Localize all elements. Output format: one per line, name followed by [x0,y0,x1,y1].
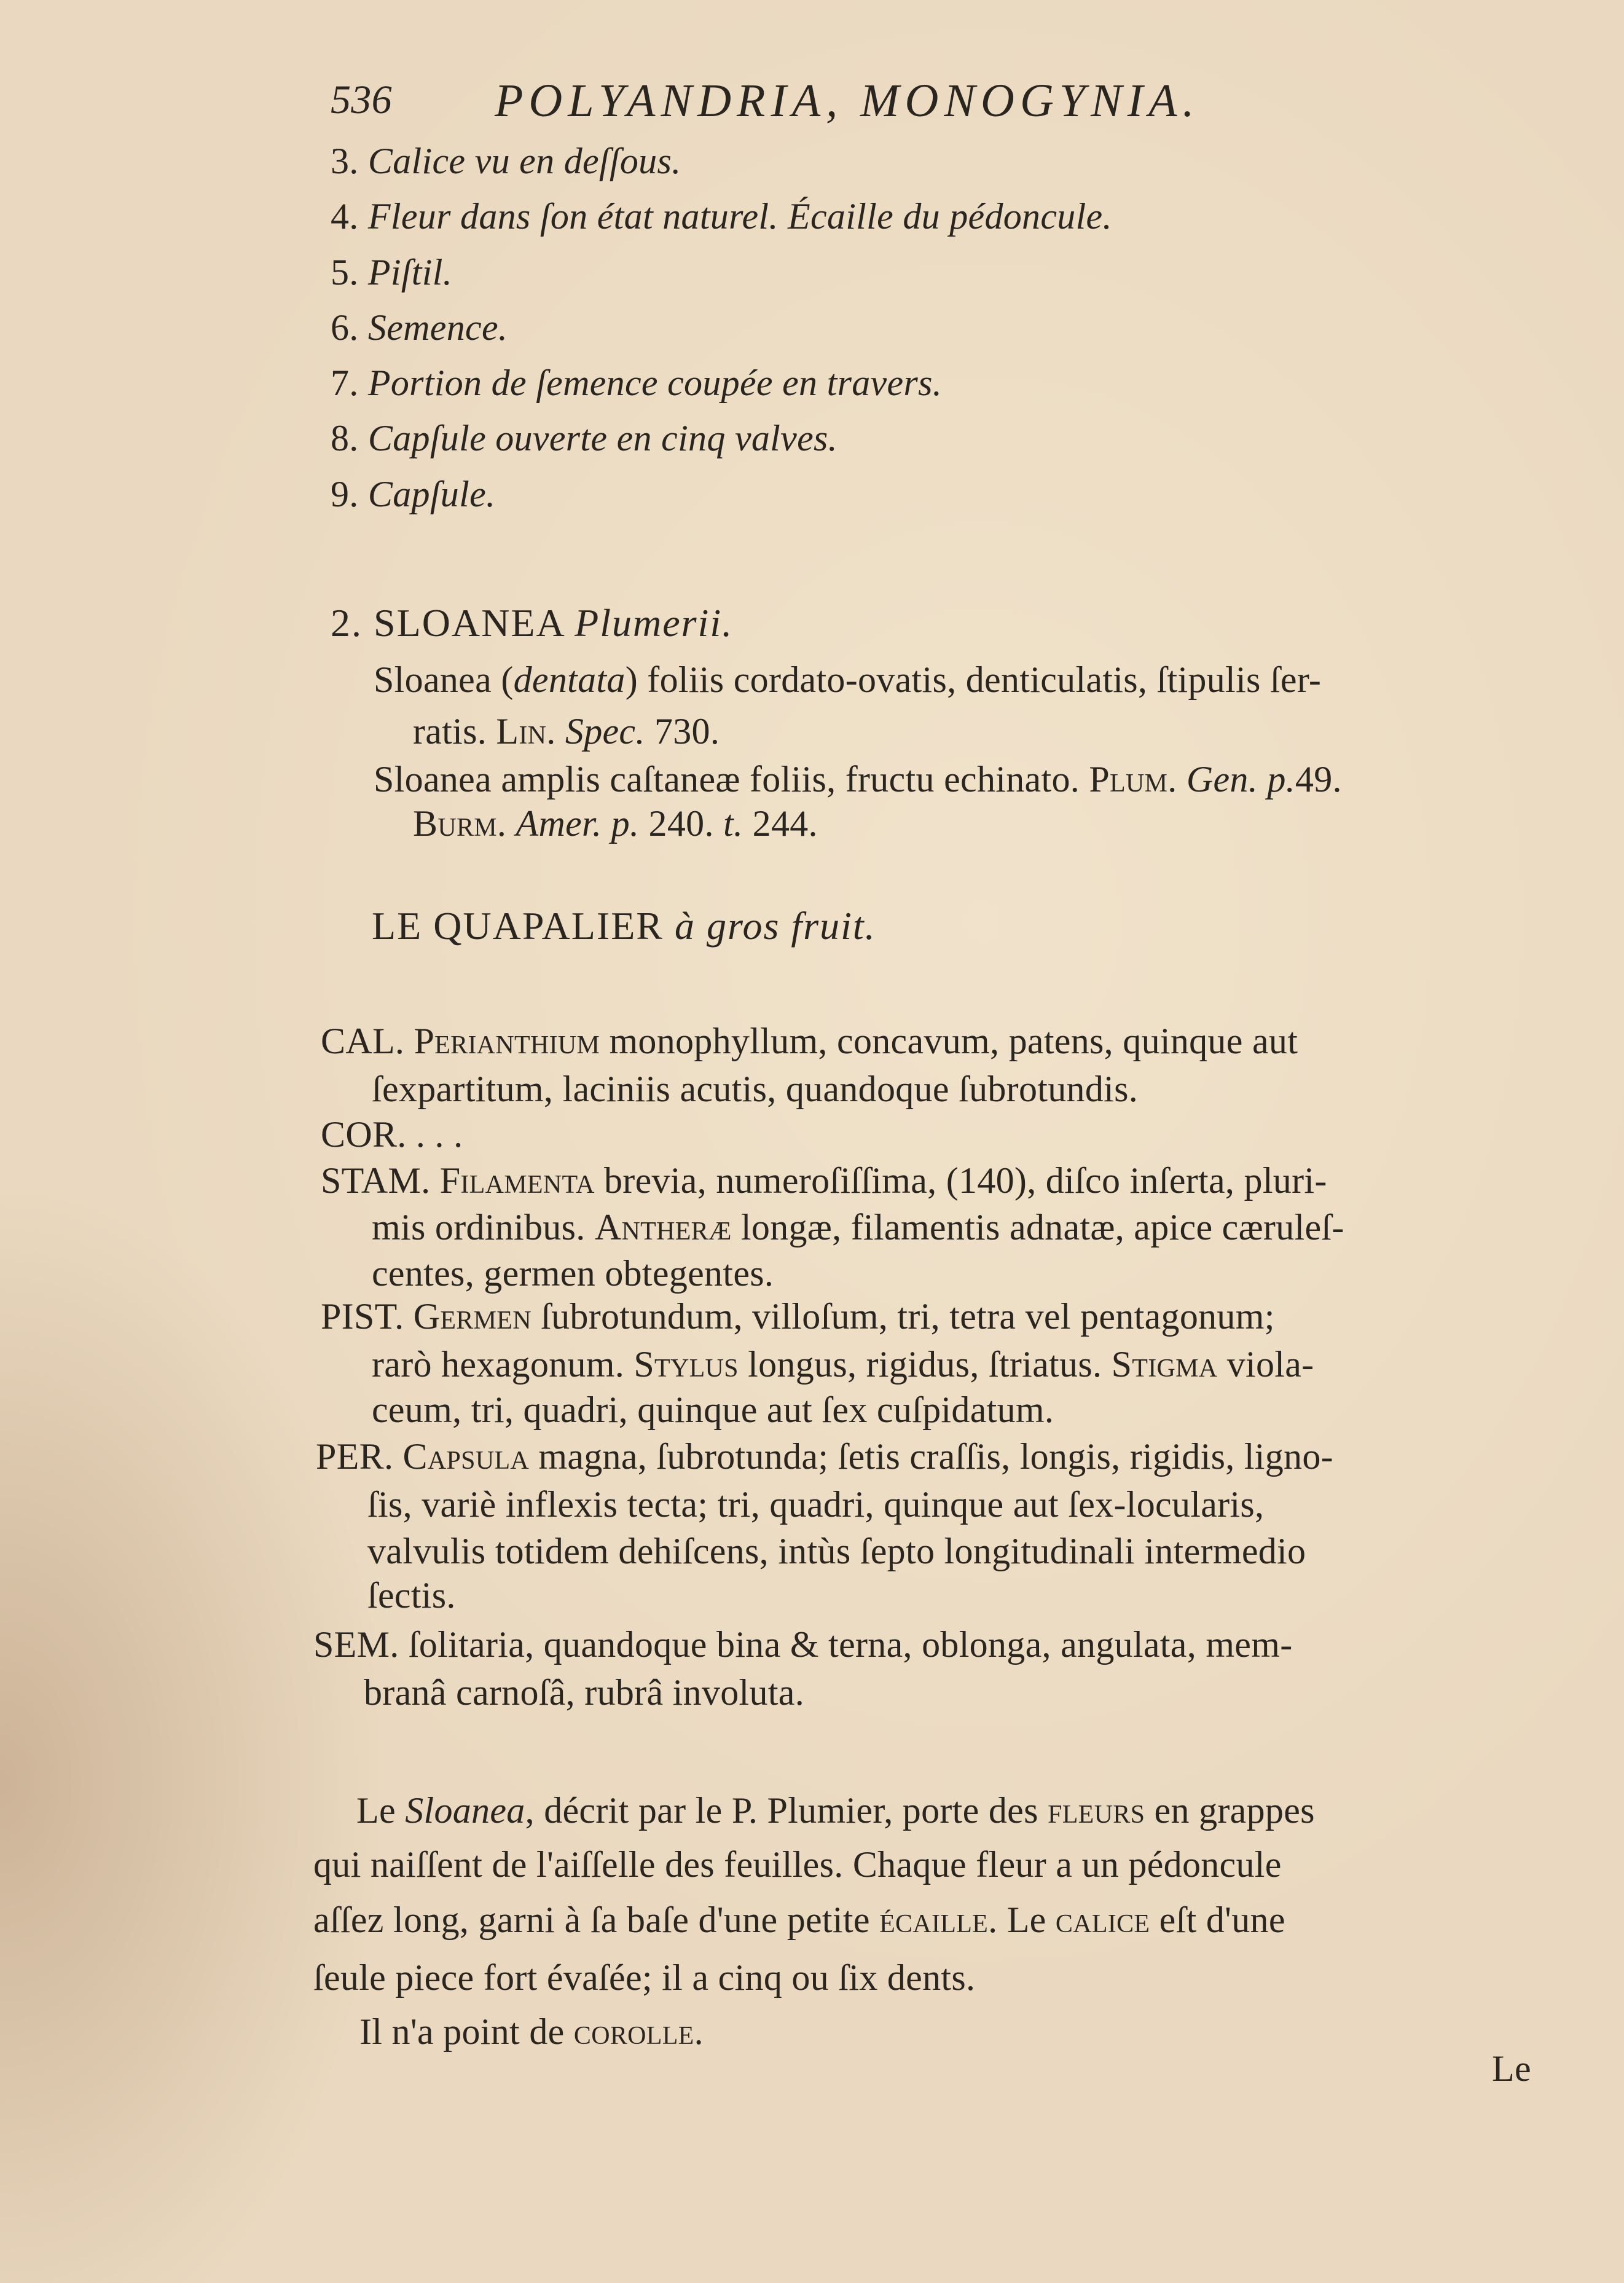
desc-sem-cont: branâ carnoſâ, rubrâ involuta. [364,1672,805,1713]
desc-cal: CAL. Perianthium monophyllum, concavum, patens, quinque aut [321,1021,1298,1061]
list-item: 3. Calice vu en deſſous. [331,141,681,181]
list-item: 4. Fleur dans ſon état naturel. Écaille du pédoncule. [331,196,1112,237]
desc-sem: SEM. ſolitaria, quandoque bina & terna, oblonga, angulata, mem- [313,1624,1293,1665]
list-item: 9. Capſule. [331,474,496,514]
synonym-line: Burm. Amer. p. 240. t. 244. [413,803,818,844]
species-heading: 2. SLOANEA Plumerii. [331,601,734,645]
common-name: LE QUAPALIER à gros fruit. [372,904,876,948]
desc-cor: COR. . . . [321,1114,463,1155]
desc-pist-cont: ceum, tri, quadri, quinque aut ſex cuſpidatum. [372,1389,1054,1430]
desc-pist-cont: rarò hexagonum. Stylus longus, rigidus, ſtriatus. Stigma viola- [372,1344,1314,1385]
desc-stam-cont: centes, germen obtegentes. [372,1253,774,1294]
list-item: 8. Capſule ouverte en cinq valves. [331,418,837,458]
synonym-line: ratis. Lin. Spec. 730. [413,711,720,752]
desc-stam-cont: mis ordinibus. Antheræ longæ, filamentis adnatæ, apice cæruleſ- [372,1207,1344,1248]
catchword: Le [1492,2048,1531,2089]
page-number: 536 [331,77,392,122]
running-title: POLYANDRIA, MONOGYNIA. [495,75,1200,127]
desc-pist: PIST. Germen ſubrotundum, villoſum, tri, tetra vel pentagonum; [321,1296,1275,1337]
desc-cal-cont: ſexpartitum, laciniis acutis, quandoque ſubrotundis. [372,1069,1139,1109]
paragraph-line: Le Sloanea, décrit par le P. Plumier, porte des fleurs en grappes [356,1790,1315,1831]
list-item: 6. Semence. [331,307,508,348]
synonym-line: Sloanea (dentata) foliis cordato-ovatis, denticulatis, ſtipulis ſer- [374,659,1322,700]
desc-per-cont: ſectis. [367,1575,456,1616]
paragraph-line: ſeule piece fort évaſée; il a cinq ou ſix dents. [313,1957,976,1998]
list-item: 5. Piſtil. [331,252,453,293]
desc-per: PER. Capsula magna, ſubrotunda; ſetis craſſis, longis, rigidis, ligno- [316,1436,1333,1477]
desc-per-cont: ſis, variè inflexis tecta; tri, quadri, quinque aut ſex-locularis, [367,1484,1265,1525]
synonym-line: Sloanea amplis caſtaneæ foliis, fructu echinato. Plum. Gen. p.49. [374,759,1342,800]
paragraph-line: Il n'a point de corolle. [359,2011,704,2052]
paragraph-line: aſſez long, garni à ſa baſe d'une petite écaille. Le calice eſt d'une [313,1900,1285,1940]
desc-stam: STAM. Filamenta brevia, numeroſiſſima, (140), diſco inſerta, pluri- [321,1160,1327,1201]
desc-per-cont: valvulis totidem dehiſcens, intùs ſepto longitudinali intermedio [367,1531,1306,1571]
list-item: 7. Portion de ſemence coupée en travers. [331,363,943,403]
paragraph-line: qui naiſſent de l'aiſſelle des feuilles. Chaque fleur a un pédoncule [313,1844,1282,1885]
